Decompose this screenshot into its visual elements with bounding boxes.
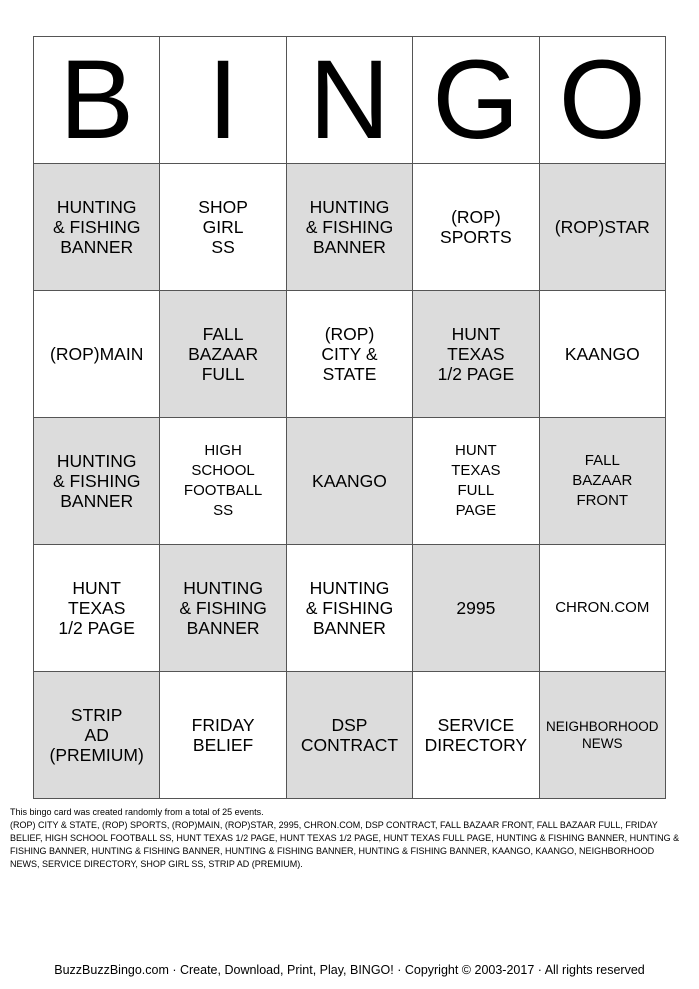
bingo-cell: NEIGHBORHOOD NEWS bbox=[539, 672, 665, 799]
bingo-cell: SERVICE DIRECTORY bbox=[413, 672, 539, 799]
bingo-row-2 bbox=[34, 291, 666, 418]
bingo-cell: CHRON.COM bbox=[539, 545, 665, 672]
bingo-cell: (ROP) SPORTS bbox=[413, 164, 539, 291]
header-letter-o: O bbox=[539, 37, 665, 164]
bingo-cell: HUNTING & FISHING BANNER bbox=[160, 545, 286, 672]
bingo-cell: FALL BAZAAR FRONT bbox=[539, 418, 665, 545]
bingo-cell: KAANGO bbox=[286, 418, 412, 545]
bingo-cell: (ROP)MAIN bbox=[34, 291, 160, 418]
bingo-cell: (ROP) CITY & STATE bbox=[286, 291, 412, 418]
bingo-header-row bbox=[34, 37, 666, 164]
bingo-row-1 bbox=[34, 164, 666, 291]
bingo-cell: HUNT TEXAS 1/2 PAGE bbox=[34, 545, 160, 672]
bingo-cell: (ROP)STAR bbox=[539, 164, 665, 291]
header-letter-n: N bbox=[286, 37, 412, 164]
bingo-cell: KAANGO bbox=[539, 291, 665, 418]
bingo-cell: HIGH SCHOOL FOOTBALL SS bbox=[160, 418, 286, 545]
bingo-card bbox=[33, 36, 666, 799]
bingo-cell: HUNT TEXAS FULL PAGE bbox=[413, 418, 539, 545]
header-letter-b: B bbox=[34, 37, 160, 164]
bingo-cell: HUNTING & FISHING BANNER bbox=[286, 164, 412, 291]
bingo-cell: 2995 bbox=[413, 545, 539, 672]
bingo-cell: STRIP AD (PREMIUM) bbox=[34, 672, 160, 799]
bingo-row-3 bbox=[34, 418, 666, 545]
bingo-cell: HUNTING & FISHING BANNER bbox=[286, 545, 412, 672]
bingo-cell: FALL BAZAAR FULL bbox=[160, 291, 286, 418]
footnote-intro: This bingo card was created randomly from a total of 25 events. bbox=[10, 807, 264, 817]
bingo-cell: HUNT TEXAS 1/2 PAGE bbox=[413, 291, 539, 418]
site-footer: BuzzBuzzBingo.com · Create, Download, Print, Play, BINGO! · Copyright © 2003-2017 · All rights reserved bbox=[54, 963, 645, 977]
footnote-event-list: (ROP) CITY & STATE, (ROP) SPORTS, (ROP)MAIN, (ROP)STAR, 2995, CHRON.COM, DSP CONTRACT, FALL BAZAAR FRONT, FALL BAZAAR FULL, FRIDAY BELIEF, HIGH SCHOOL FOOTBALL SS, HUNT TEXAS 1/2 PAGE, HUNT TEXAS 1/2 PAGE, HUNT TEXAS FULL PAGE, HUNTING & FISHING BANNER, HUNTING & FISHING BANNER, HUNTING & FISHING BANNER, HUNTING & FISHING BANNER, HUNTING & FISHING BANNER, KAANGO, KAANGO, NEIGHBORHOOD NEWS, SERVICE DIRECTORY, SHOP GIRL SS, STRIP AD (PREMIUM). bbox=[10, 820, 680, 869]
bingo-cell: SHOP GIRL SS bbox=[160, 164, 286, 291]
bingo-row-4 bbox=[34, 545, 666, 672]
bingo-cell: HUNTING & FISHING BANNER bbox=[34, 418, 160, 545]
bingo-cell: HUNTING & FISHING BANNER bbox=[34, 164, 160, 291]
bingo-row-5 bbox=[34, 672, 666, 799]
bingo-cell: FRIDAY BELIEF bbox=[160, 672, 286, 799]
header-letter-i: I bbox=[160, 37, 286, 164]
card-footnote bbox=[10, 806, 680, 871]
bingo-cell: DSP CONTRACT bbox=[286, 672, 412, 799]
header-letter-g: G bbox=[413, 37, 539, 164]
